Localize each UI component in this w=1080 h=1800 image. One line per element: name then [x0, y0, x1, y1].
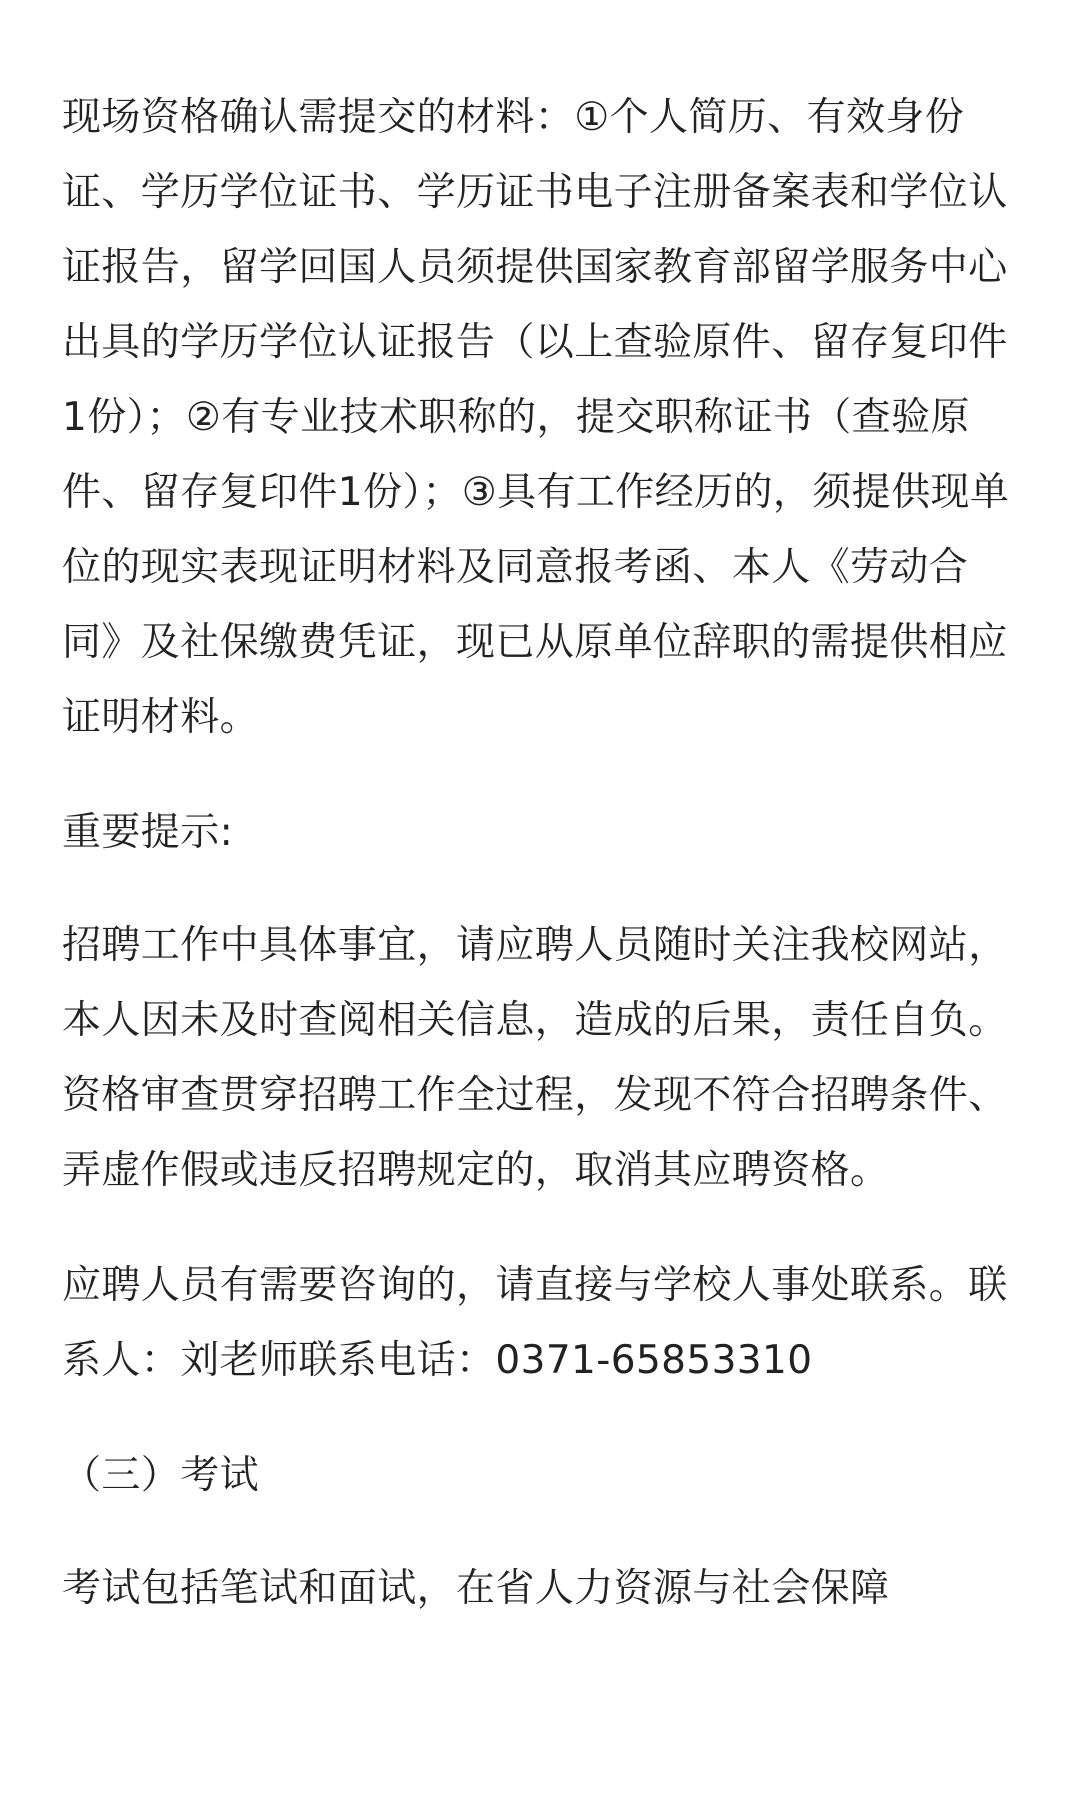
notice-paragraph: 招聘工作中具体事宜，请应聘人员随时关注我校网站，本人因未及时查阅相关信息，造成的后果，责任自负。资格审查贯穿招聘工作全过程，发现不符合招聘条件、弄虚作假或违反招聘规定的，取消其应聘资格。 — [62, 923, 1008, 1193]
important-notice-heading: 重要提示: — [62, 810, 234, 855]
exam-section-heading: （三）考试 — [62, 1453, 260, 1498]
exam-paragraph: 考试包括笔试和面试，在省人力资源与社会保障 — [62, 1566, 890, 1611]
article-body — [62, 80, 1022, 1666]
materials-paragraph: 现场资格确认需提交的材料：①个人简历、有效身份证、学历学位证书、学历证书电子注册备案表和学位认证报告，留学回国人员须提供国家教育部留学服务中心出具的学历学位认证报告（以上查验原件、留存复印件1份）；②有专业技术职称的，提交职称证书（查验原件、留存复印件1份）；③具有工作经历的，须提供现单位的现实表现证明材料及同意报考函、本人《劳动合同》及社保缴费凭证，现已从原单位辞职的需提供相应证明材料。 — [62, 95, 1010, 740]
contact-paragraph: 应聘人员有需要咨询的，请直接与学校人事处联系。联系人：刘老师联系电话：0371-65853310 — [62, 1263, 1008, 1383]
